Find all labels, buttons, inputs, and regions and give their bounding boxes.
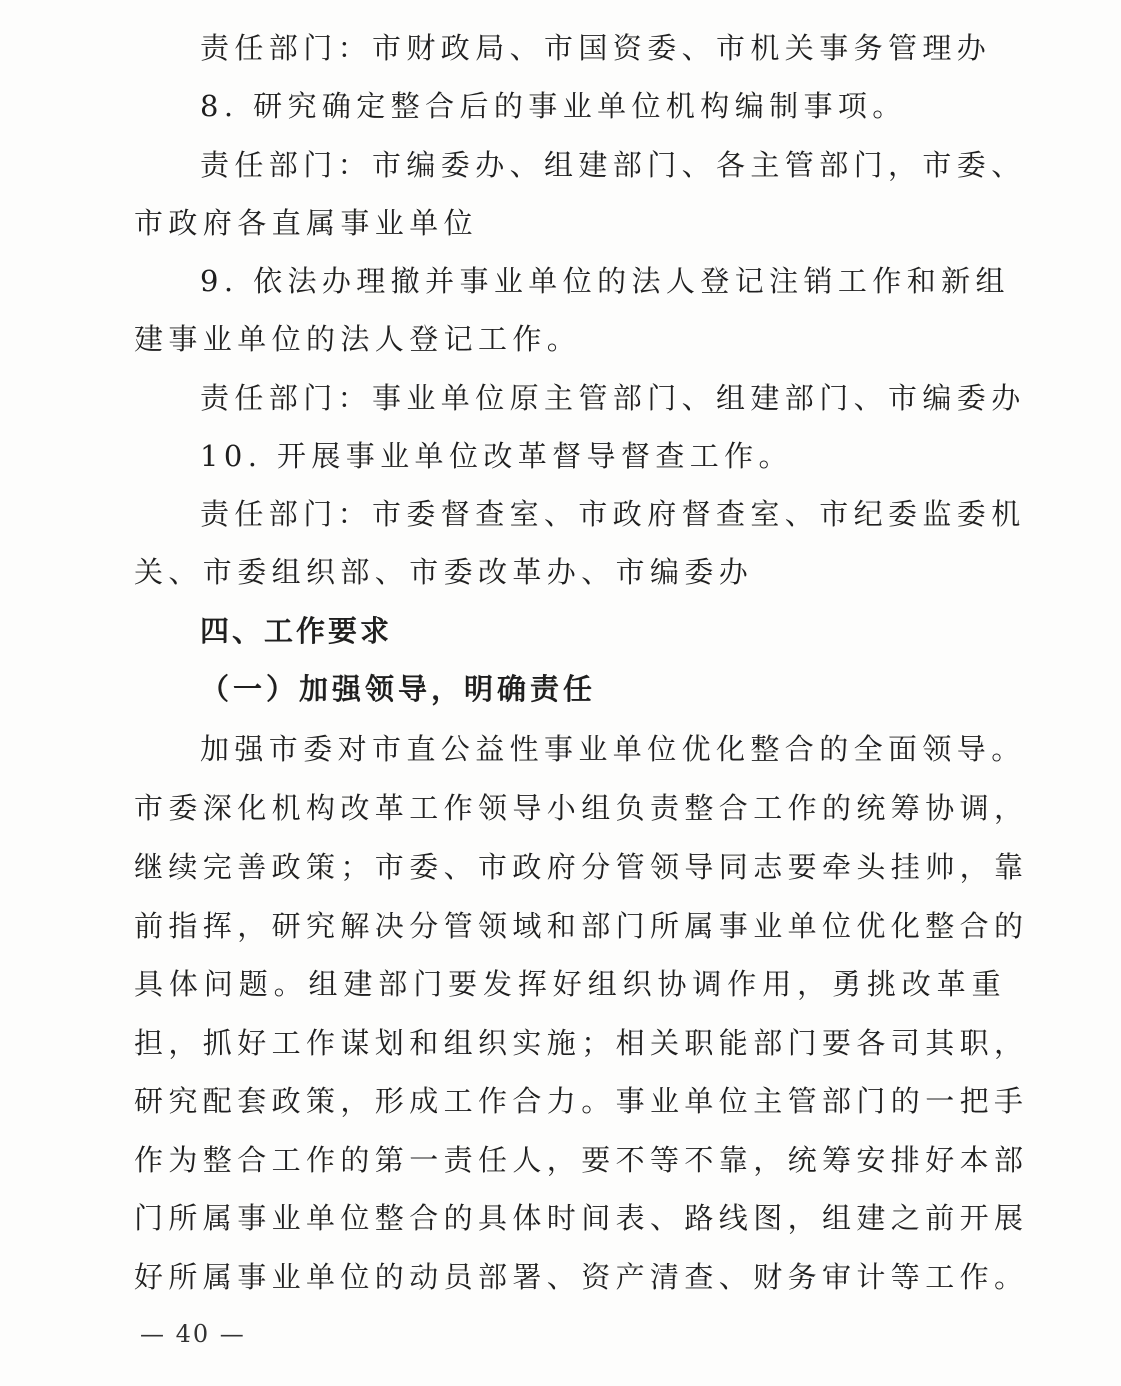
body-line: 门所属事业单位整合的具体时间表、路线图，组建之前开展 bbox=[134, 1201, 1029, 1235]
body-line: 担，抓好工作谋划和组织实施；相关职能部门要各司其职， bbox=[134, 1026, 1029, 1060]
body-line: 加强市委对市直公益性事业单位优化整合的全面领导。 bbox=[200, 732, 1026, 766]
text-line: 8. 研究确定整合后的事业单位机构编制事项。 bbox=[200, 89, 907, 123]
body-line: 市委深化机构改革工作领导小组负责整合工作的统筹协调， bbox=[134, 791, 1029, 825]
text-line: 建事业单位的法人登记工作。 bbox=[134, 322, 582, 356]
text-line: 责任部门：市编委办、组建部门、各主管部门，市委、 bbox=[200, 148, 1026, 182]
body-line: 前指挥，研究解决分管领域和部门所属事业单位优化整合的 bbox=[134, 909, 1029, 943]
text-line: 责任部门：事业单位原主管部门、组建部门、市编委办 bbox=[200, 381, 1026, 415]
subsection-heading: （一）加强领导，明确责任 bbox=[200, 672, 597, 706]
body-line: 继续完善政策；市委、市政府分管领导同志要牵头挂帅，靠 bbox=[134, 850, 1029, 884]
text-line: 10. 开展事业单位改革督导督查工作。 bbox=[200, 439, 793, 473]
page-number: — 40 — bbox=[140, 1320, 246, 1348]
text-line: 关、市委组织部、市委改革办、市编委办 bbox=[134, 555, 754, 589]
text-line: 责任部门：市委督查室、市政府督查室、市纪委监委机 bbox=[200, 497, 1026, 531]
text-line: 责任部门：市财政局、市国资委、市机关事务管理办 bbox=[200, 31, 992, 65]
body-line: 研究配套政策，形成工作合力。事业单位主管部门的一把手 bbox=[134, 1084, 1029, 1118]
body-line: 好所属事业单位的动员部署、资产清查、财务审计等工作。 bbox=[134, 1260, 1029, 1294]
section-heading: 四、工作要求 bbox=[200, 614, 393, 648]
text-line: 9. 依法办理撤并事业单位的法人登记注销工作和新组 bbox=[200, 264, 1010, 298]
text-line: 市政府各直属事业单位 bbox=[134, 206, 479, 240]
body-line: 具体问题。组建部门要发挥好组织协调作用，勇挑改革重 bbox=[134, 967, 1006, 1001]
body-line: 作为整合工作的第一责任人，要不等不靠，统筹安排好本部 bbox=[134, 1143, 1029, 1177]
